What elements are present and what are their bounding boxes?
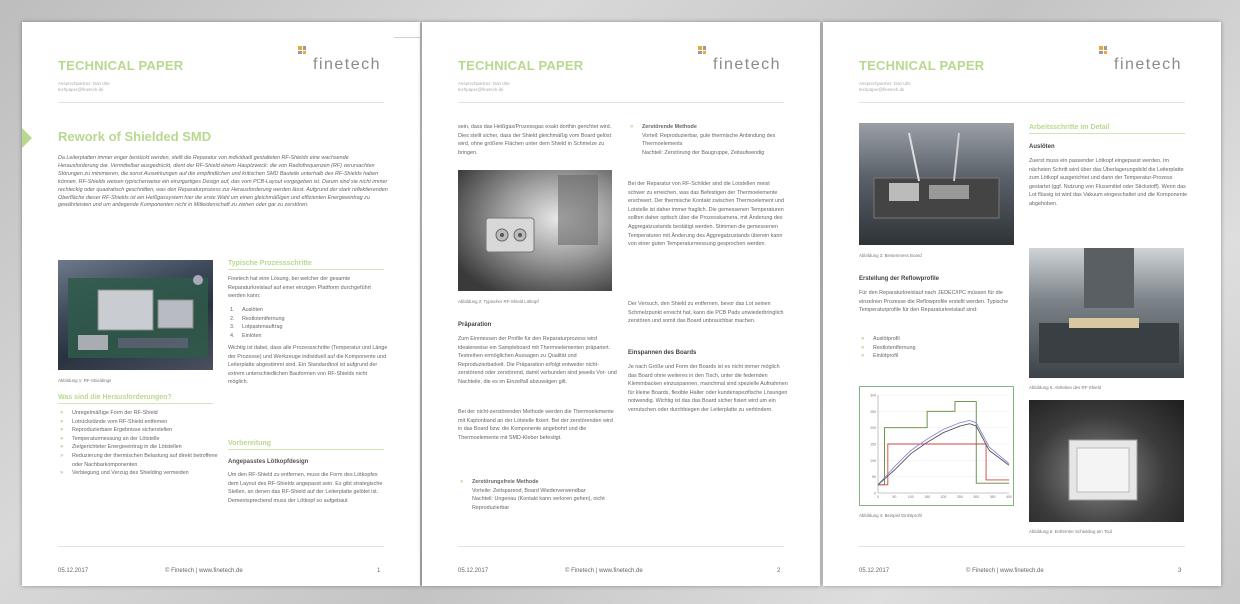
header-contact [58,81,110,94]
shield-removal-text: Der Versuch, den Shield zu entfernen, bevor das Lot seinen Schmelzpunkt erreicht hat, kann die PCB Pads unwiederbringlich zerstören und somit das Board unbrauchbar machen. [628,301,784,325]
methods-list-left [458,478,618,512]
page-edge-line [394,37,420,38]
method-title: Zerstörende Methode [642,124,697,130]
step-text: Lotpastenauftrag [242,324,283,331]
fig2-caption: Abbildung 2: Typischer RF-Shield Lötkopf [458,299,539,304]
x-tick-label: 400 [1006,495,1012,499]
footer-date: 05.12.2017 [859,568,890,574]
list-item: » Temperaturmessung an der Lötstelle [58,435,218,444]
header-divider [58,102,384,103]
finetech-logo [298,46,388,76]
x-tick-label: 100 [907,495,914,499]
list-item: » Restlotentfernung [859,344,1009,353]
logo-square-icon [1099,46,1103,50]
logo-square-icon [698,51,702,55]
method-pro: Vorteil: Reproduzierbar, gute thermische Anbindung des Thermoelements [642,132,776,148]
finetech-logo [698,46,788,76]
logo-wordmark: finetech [713,56,782,73]
y-tick-label: 150 [870,442,876,447]
finetech-logo [1099,46,1189,76]
thermocouple-text: Bei der Reparatur von RF-Schilder sind die Lotstellen meist schwer zu erreichen, was das Befestigen der Thermoelemente erschwert. Der thermische Kontakt zwischen Thermoelement und Lotstelle ist daher immer fraglich. Die gemessenen Temperaturen sollten daher optisch über die Prozesskamera, mit Änderung des Aggregatzustands bestätigt werden. Stimmen die gemessenen Temperaturen mit Änderung des Aggregatzustands überein kann von einer guten Temperaturmessung gesprochen werden. [628,181,784,248]
desolder-text: Zuerst muss ein passender Lötkopf eingepasst werden. Im nächsten Schritt wird über das Überlagerungsbild die Leiterplatte zum Lötkopf ausgerichtet und dann der Temperatur-Prozess gestartet (ggf. Nutzung von Flussmittel oder Stickstoff). Wenn das Lot flüssig ist wird das Vakuum eingeschaltet und die Komponente abgehoben. [1029,158,1188,207]
list-item: » Unregelmäßige Form der RF-Shield [58,409,218,418]
header-title: TECHNICAL PAPER [458,58,584,73]
methods-list-right [628,123,788,157]
series-line [878,420,1009,484]
header-contact [458,81,510,94]
list-item: » Auslötprofil [859,335,1009,344]
praeparation-text-2: Bei der nicht-zerstörenden Methode werden die Thermoelemente mit Kaptonband an der Lötstelle fixiert. Bei der zerstörenden wird in das Board bzw. die Komponente angebohrt und die Thermoelemente mit SMD-Kleber befestigt. [458,409,614,441]
steps-list [228,306,378,340]
header-contact [859,81,911,94]
profiles-list [859,335,1009,361]
footer-date: 05.12.2017 [458,568,489,574]
logo-square-icon [1104,46,1108,50]
x-tick-label: 50 [892,495,897,499]
list-item: » Zielgerichteter Energieeintrag in die Lötstellen [58,443,218,452]
contact-email: techpaper@finetech.de [458,87,504,93]
pcb-illustration [58,260,213,370]
contact-name: Ansprechpartner: Dan Ulle [859,81,911,86]
x-tick-label: 250 [956,495,963,499]
list-item: » Einlötprofil [859,352,1009,361]
list-item: » Reduzierung der thermischen Belastung auf direkt betroffene oder Nachbarkomponenten [58,452,218,469]
series-line [878,424,1009,485]
challenges-list [58,409,218,478]
footer-copyright: © Finetech | www.finetech.de [966,568,1044,574]
step-number: 4. [230,332,235,339]
steps-heading: Typische Prozessschritte [228,260,384,270]
measurement-board-photo [859,123,1014,245]
logo-square-icon [303,46,307,50]
y-tick-label: 300 [870,393,876,398]
series-line [878,402,1009,485]
clamping-text: Je nach Größe und Form der Boards ist es nicht immer möglich das Board ohne weiteres in den Tisch, unter die federnden Klemmbacken einzuspannen, manchmal sind spezielle Aufnahmen für kleine Boards, flexible Halter oder kundenspezifische Lösungen notwendig. Wichtig ist das das Board sicher fixiert wird um ein verrutschen oder durchbiegen der Leiterplatte zu verhindern. [628,364,788,413]
board-illustration [859,123,1014,245]
steps-note: Wichtig ist dabei, dass alle Prozessschritte (Temperatur und Länge der Prozesse) und Werkzeuge individuell auf die Komponente und Leiterplatte abgestimmt sind. Ein Standardtool ist aufgrund der extrem unterschiedlichen Bauformen von RF-Shields nicht möglich. [228,345,388,386]
lift-illustration [1029,248,1184,378]
logo-square-icon [298,46,302,50]
x-tick-label: 150 [924,495,931,499]
logo-square-icon [1099,51,1103,55]
logo-square-icon [703,51,707,55]
x-tick-label: 0 [877,495,879,499]
praeparation-heading: Präparation [458,322,492,328]
work-steps-heading: Arbeitsschritte im Detail [1029,124,1185,134]
header-divider [458,102,784,103]
list-item [228,332,378,341]
footer-divider [458,546,784,547]
method-pro: Vorteile: Zeitsparend, Board Wiederverwendbar [472,487,586,494]
footer-divider [859,546,1185,547]
x-tick-label: 350 [989,495,996,499]
list-item [228,315,378,324]
desolder-heading: Auslöten [1029,144,1055,150]
list-item [228,306,378,315]
list-item: » Reproduzierbare Ergebnisse sicherstellen [58,426,218,435]
step-number: 3. [230,324,235,331]
removed-shield-photo [1029,400,1184,522]
header-divider [859,102,1185,103]
method-title: Zerstörungsfreie Methode [472,479,539,485]
step-text: Auslöten [242,307,263,313]
prep-heading: Vorbereitung [228,440,384,450]
fig3-caption: Abbildung 3: Bestenmess Board [859,253,922,258]
section-arrow-icon [22,128,32,148]
list-item [458,478,618,512]
continued-text: sein, dass das Heißgas/Prozessgas exakt dorthin gerichtet wird. Dies stellt sicher, dass der Shield gleichmäßig vom Board gelöst wird, ohne größere Flächen unter dem Shield in Schmelze zu bringen. [458,124,612,156]
footer-divider [58,546,384,547]
reflow-heading: Erstellung der Reflowprofile [859,276,940,282]
logo-wordmark: finetech [1114,56,1183,73]
page-2 [422,22,820,586]
y-tick-label: 100 [870,458,876,463]
page-3 [823,22,1221,586]
fig5-caption: Abbildung 5: Abheben des RF-Shield [1029,385,1102,390]
header-title: TECHNICAL PAPER [58,58,184,73]
prep-subheading: Angepasstes Lötkopfdesign [228,459,309,465]
step-text: Einlöten [242,332,262,339]
prep-text: Um den RF-Shield zu entfernen, muss die Form des Lötkopfes dem Layout des RF-Shields angepasst sein. Es gibt strategische Stellen, an denen das RF-Shield auf der Leiterplatte gelötet ist. Dementsprechend muss der Lötkopf so aufgebaut [228,472,383,504]
method-con: Nachteil: Zerstörung der Baugruppe, Zeitaufwendig [642,149,765,156]
intro-paragraph: Da Leiterplatten immer enger bestückt werden, stellt die Reparatur von individuell gestalteten RF-Shields eine wachsende Herausforderung dar. Vermittelbar ausgedrückt, dient der RF-Shield einem Hauptzweck: die von Radiofrequenzen (RF) verursachten Störungen zu minimieren, die sonst Auswirkungen auf die empfindlichen und kritischen SMD Bauteile unterhalb des RF-Shields haben können. RF-Shields weisen typischerweise ein einzigartiges Design auf, das vom PCB-Layout vorgegeben ist. Darum sind sie nicht immer rechteckig oder quadratisch geschnitten, was den Reparaturprozess zur Herausforderung werden lässt. Aufgrund der stark reflektierenden Oberfläche dieser RF-Shields ist ein Heißgassystem hier die erste Wahl um einen gleichmäßigen und effizienten Energieeintrag zu gewährleisten und um anliegende Komponenten nicht in Mitleidenschaft zu ziehen oder gar zu zerstören. [58,155,388,209]
header-title: TECHNICAL PAPER [859,58,985,73]
steps-text: Finetech hat eine Lösung, bei welcher der gesamte Reparaturkreislauf auf einer einzigen Plattform durchgeführt werden kann: [228,276,371,300]
logo-square-icon [298,51,302,55]
logo-wordmark: finetech [313,56,382,73]
y-tick-label: 50 [872,475,876,480]
reflow-profile-chart [859,386,1014,506]
page-number: 3 [1178,568,1182,574]
logo-square-icon [1104,51,1108,55]
rf-shieldings-photo [58,260,213,370]
x-tick-label: 200 [940,495,947,499]
step-number: 1. [230,307,235,313]
reflow-text: Für den Reparaturkreislauf nach JEDEC/IPC müssen für die einzelnen Prozesse die Reflowprofile erstellt werden. Typische Temperaturprofile für den Reparaturkreislauf sind: [859,290,1009,314]
fig6-caption: Abbildung 6: Entfernter Schielding am Tool [1029,529,1112,534]
step-text: Restlotentfernung [242,315,285,322]
list-item [628,123,788,157]
praeparation-text: Zum Einmessen der Profile für den Reparaturprozess wird idealerweise ein Sampleboard mit Thermoelementen präpariert. Testreihen ermöglichen Aussagen zu Qualität und Reproduzierbarkeit. Die Präparation erfolgt entweder nicht-zerstörend oder zerstörend, damit verbunden sind jeweils Vor- und Nachteile, die es im Einzelfall abzuwägen gilt. [458,336,617,385]
challenges-heading: Was sind die Herausforderungen? [58,394,213,404]
logo-square-icon [698,46,702,50]
y-tick-label: 0 [874,491,876,496]
removed-shield-illustration [1029,400,1184,522]
fig4-caption: Abbildung 4: Beispiel Einlötprofil [859,513,922,518]
lift-shield-photo [1029,248,1184,378]
fig1-caption: Abbildung 1: RF-Shieldings [58,378,112,383]
contact-name: Ansprechpartner: Dan Ulle [458,81,510,86]
contact-email: techpaper@finetech.de [859,87,905,93]
list-item: » Verbiegung und Verzug des Shielding vermeiden [58,469,218,478]
logo-square-icon [303,51,307,55]
page-1 [22,22,420,586]
footer-copyright: © Finetech | www.finetech.de [165,568,243,574]
page-title: Rework of Shielded SMD [58,129,212,144]
y-tick-label: 250 [870,409,876,414]
x-tick-label: 300 [973,495,980,499]
solder-head-illustration [458,170,612,291]
footer-copyright: © Finetech | www.finetech.de [565,568,643,574]
clamping-heading: Einspannen des Boards [628,350,697,356]
rf-shield-head-photo [458,170,612,291]
contact-email: techpaper@finetech.de [58,87,104,93]
contact-name: Ansprechpartner: Dan Ulle [58,81,110,86]
step-number: 2. [230,315,235,322]
footer-date: 05.12.2017 [58,568,89,574]
method-con: Nachteil: Ungenau (Kontakt kann verloren gehen), nicht Reproduzierbar [472,496,605,511]
y-tick-label: 200 [870,426,876,431]
list-item [228,323,378,332]
logo-square-icon [703,46,707,50]
list-item: » Lotrückstände vom RF-Shield entfernen [58,418,218,427]
page-number: 1 [377,568,381,574]
page-number: 2 [777,568,781,574]
